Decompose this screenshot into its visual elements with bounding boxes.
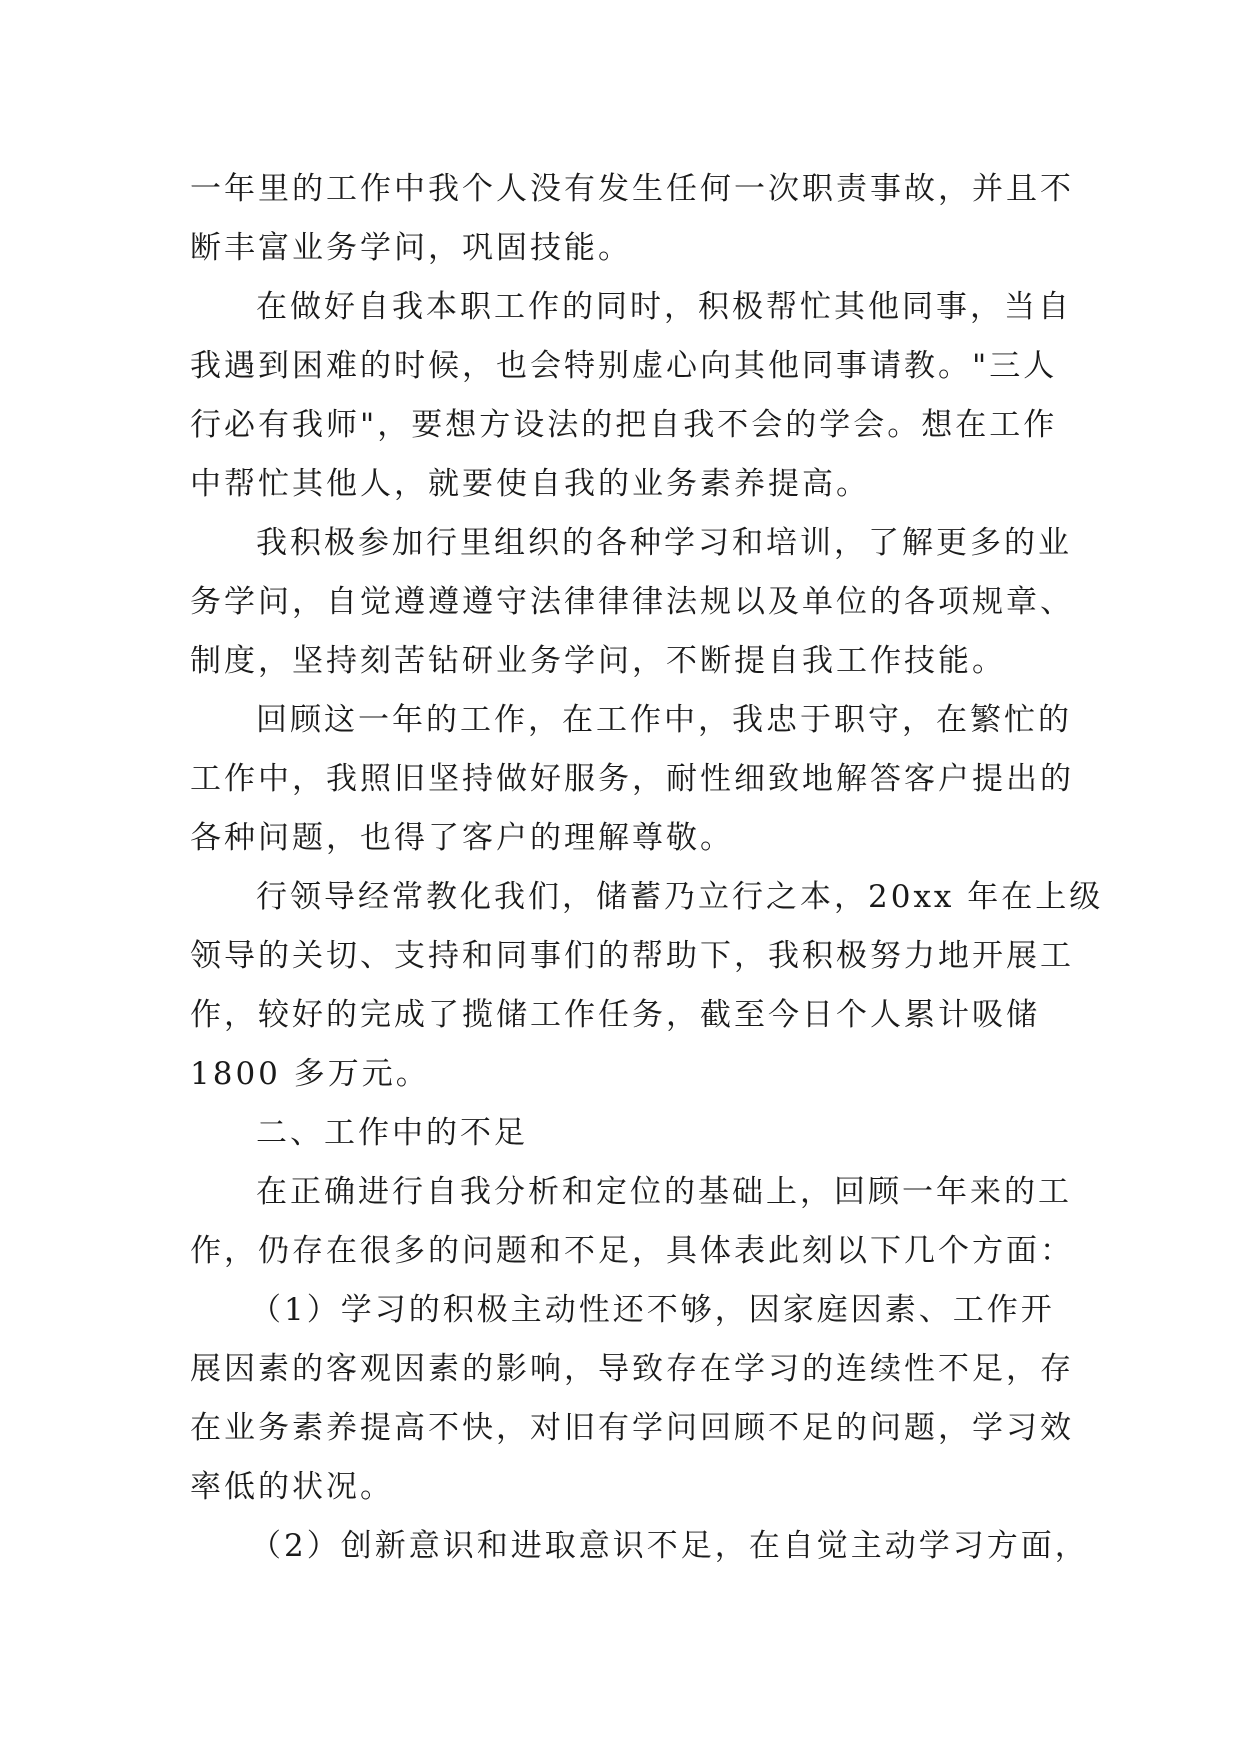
- text-line: 行必有我师"，要想方设法的把自我不会的学会。想在工作: [190, 407, 1058, 443]
- text-line: 展因素的客观因素的影响，导致存在学习的连续性不足，存: [190, 1351, 1074, 1387]
- text-line: 一年里的工作中我个人没有发生任何一次职责事故，并且不: [190, 171, 1074, 207]
- text-line: 务学问，自觉遵遵遵守法律律律法规以及单位的各项规章、: [190, 584, 1074, 620]
- text-line: 率低的状况。: [190, 1469, 394, 1505]
- text-line: 1800 多万元。: [190, 1056, 430, 1092]
- text-line: 中帮忙其他人，就要使自我的业务素养提高。: [190, 466, 870, 502]
- paragraph-first-line: 回顾这一年的工作，在工作中，我忠于职守，在繁忙的: [256, 702, 1072, 738]
- document-body: [190, 160, 1104, 1576]
- text-line: 领导的关切、支持和同事们的帮助下，我积极努力地开展工: [190, 938, 1074, 974]
- text-line: 作，较好的完成了揽储工作任务，截至今日个人累计吸储: [190, 997, 1040, 1033]
- section-heading: 二、工作中的不足: [256, 1115, 528, 1151]
- list-item-first-line: （2）创新意识和进取意识不足，在自觉主动学习方面，: [250, 1528, 1089, 1564]
- paragraph-first-line: 我积极参加行里组织的各种学习和培训，了解更多的业: [256, 525, 1072, 561]
- text-line: 各种问题，也得了客户的理解尊敬。: [190, 820, 734, 856]
- paragraph-first-line: 行领导经常教化我们，储蓄乃立行之本，20xx 年在上级: [256, 879, 1104, 915]
- list-item-first-line: （1）学习的积极主动性还不够，因家庭因素、工作开: [250, 1292, 1055, 1328]
- text-line: 工作中，我照旧坚持做好服务，耐性细致地解答客户提出的: [190, 761, 1074, 797]
- text-line: 制度，坚持刻苦钻研业务学问，不断提自我工作技能。: [190, 643, 1006, 679]
- text-line: 在业务素养提高不快，对旧有学问回顾不足的问题，学习效: [190, 1410, 1074, 1446]
- text-line: 作，仍存在很多的问题和不足，具体表此刻以下几个方面：: [190, 1233, 1074, 1269]
- text-line: 断丰富业务学问，巩固技能。: [190, 230, 632, 266]
- text-line: 我遇到困难的时候，也会特别虚心向其他同事请教。"三人: [190, 348, 1058, 384]
- paragraph-first-line: 在正确进行自我分析和定位的基础上，回顾一年来的工: [256, 1174, 1072, 1210]
- paragraph-first-line: 在做好自我本职工作的同时，积极帮忙其他同事，当自: [256, 289, 1072, 325]
